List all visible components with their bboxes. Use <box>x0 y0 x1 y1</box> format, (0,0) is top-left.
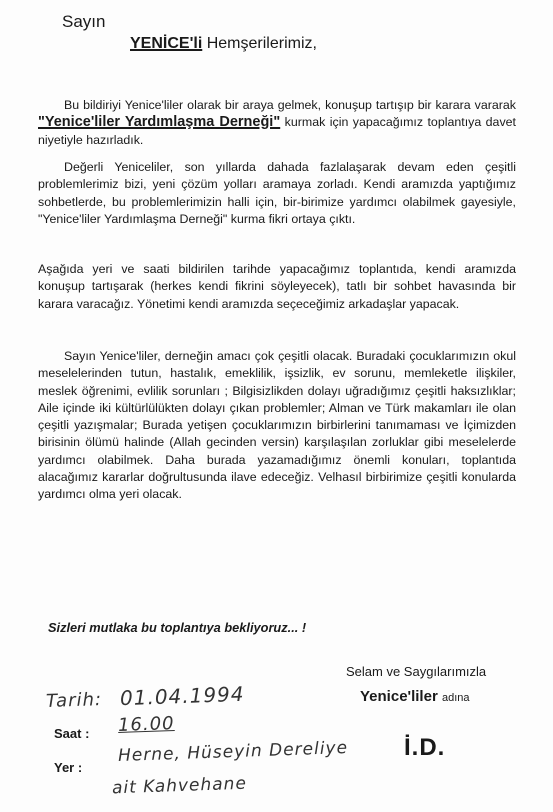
paragraph-2-text: Değerli Yeniceliler, son yıllarda dahada fazlalaşarak devam eden çeşitli problemlerimiz bizi, yeni çözüm yolları aramaya zorladı. Kendi aramızda yaptığımız sohbetlerde, bu problemlerimizin halli için, bir-birimize yardımcı olabilmek gayesiyle, "Yenice'liler Yardımlaşma Derneği" kurma fikri ortaya çıktı. <box>38 160 516 226</box>
signature-org-name: Yenice'liler <box>360 688 438 705</box>
place-label: Yer : <box>54 760 83 775</box>
signature-org <box>360 688 470 705</box>
greeting-line1: Sayın <box>62 12 106 31</box>
time-value: 16.00 <box>117 713 175 736</box>
paragraph-1-b: kurmak için yapacağımız toplantıya davet niyetiyle hazırladık. <box>38 115 516 147</box>
paragraph-3-text: Aşağıda yeri ve saati bildirilen tarihde yapacağımız toplantıda, kendi aramızda konuşup tartışarak (herkes kendi fikrini söyleyecek), tatlı bir sohbet havasında bir karara varacağız. Yönetimi kendi aramızda seçeceğimiz arkadaşlar yapacak. <box>38 262 516 311</box>
paragraph-2 <box>38 159 516 228</box>
greeting-line2 <box>130 35 317 53</box>
place-value-line1: Herne, Hüseyin Dereliye <box>117 737 349 767</box>
paragraph-4 <box>38 348 516 504</box>
greeting-rest: Hemşerilerimiz, <box>206 35 317 52</box>
signature-org-suffix: adına <box>441 692 470 704</box>
association-name: "Yenice'liler Yardımlaşma Derneği" <box>38 114 281 131</box>
date-label: Tarih: <box>45 689 103 712</box>
paragraph-1 <box>38 97 516 149</box>
date-value: 01.04.1994 <box>119 681 245 711</box>
greeting-brand: YENİCE'li <box>130 35 203 52</box>
place-value-line2: ait Kahvehane <box>111 773 248 799</box>
paragraph-3 <box>38 261 516 313</box>
signature-initials: İ.D. <box>404 734 446 761</box>
paragraph-1-a: Bu bildiriyi Yenice'liler olarak bir araya gelmek, konuşup tartışıp bir karara vararak <box>64 98 516 112</box>
paragraph-4-text: Sayın Yenice'liler, derneğin amacı çok çeşitli olacak. Buradaki çocuklarımızın okul meselelerinden tutun, hastalık, emeklilik, işsizlik, ev sorunu, memleketle ilişkiler, meslek öğrenimi, evlilik sorunları ; Bilgisizlikden dolayı uğradığımız çeşitli haksızlıklar; Aile içinde iki kültürlülükten dolayı çıkan problemler; Alman ve Türk makamları ile olan çeşitli yazışmalar; Burada yetişen çocuklarımızın birbirlerini tanımaması ve İçimizden birisinin ölümü halinde (Allah gecinden versin) karşılaşılan zorluklar gibi meselelerde yardımcı olabilmek. Daha burada yazamadığımız önemli konuları, toplantıda alacağımız kararlar doğrultusunda ilave edeceğiz. Velhasıl birbirimize çeşitli konularda yardımcı olma yeri olacak. <box>38 349 516 502</box>
signature-greeting: Selam ve Saygılarımızla <box>346 664 487 679</box>
closing-invitation: Sizleri mutlaka bu toplantıya bekliyoruz... ! <box>48 620 307 635</box>
time-label: Saat : <box>54 726 90 741</box>
